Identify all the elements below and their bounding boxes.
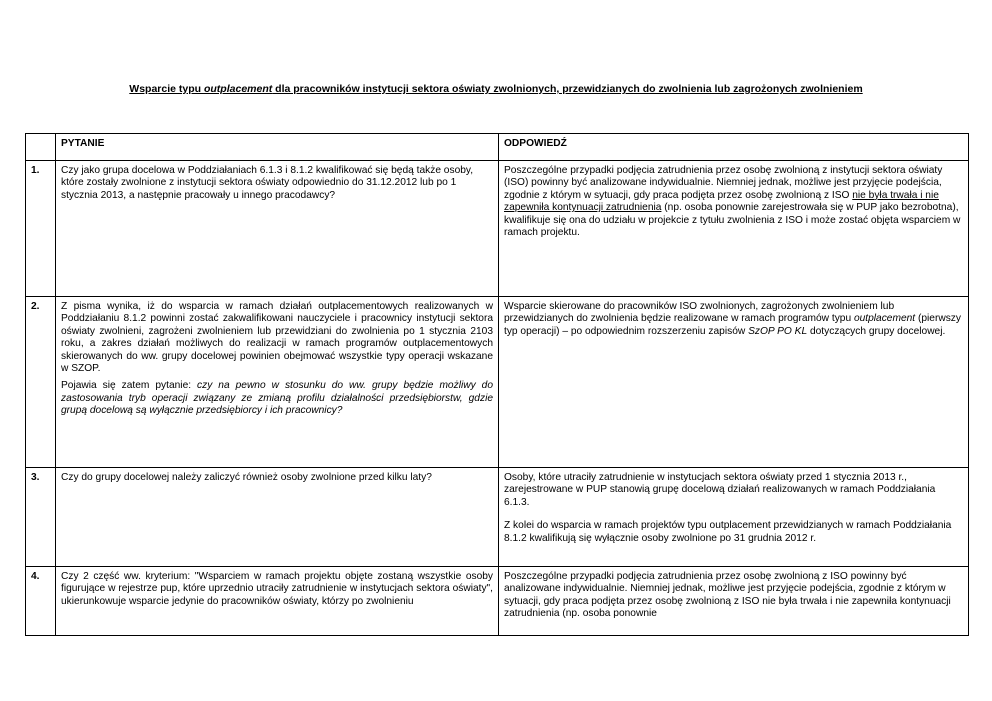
row-number: 2.	[26, 297, 56, 468]
qa-table	[25, 133, 969, 636]
question-text: Czy 2 część ww. kryterium: "Wsparciem w ramach projektu objęte zostaną wszystkie osoby figurujące w rejestrze pup, które uprzednio utraciły zatrudnienie w instytucjach sektora oświaty", ukierunkowuje wsparcie jedynie do pracowników oświaty, którzy po zwolnieniu	[61, 571, 493, 607]
question-text: Pojawia się zatem pytanie:	[61, 380, 198, 392]
answer-cell	[499, 468, 969, 567]
answer-cell	[499, 297, 969, 468]
question-text: Czy do grupy docelowej należy zaliczyć również osoby zwolnione przed kilku laty?	[61, 472, 432, 483]
answer-cell	[499, 161, 969, 297]
question-cell	[56, 297, 499, 468]
question-paragraph	[61, 380, 493, 417]
header-number-cell	[26, 134, 56, 161]
table-row	[26, 161, 969, 297]
row-number: 3.	[26, 468, 56, 567]
table-header-row	[26, 134, 969, 161]
title-text-italic: outplacement	[203, 83, 273, 95]
answer-text: Poszczególne przypadki podjęcia zatrudnienia przez osobę zwolnioną z ISO powinny być analizowane indywidualnie. Niemniej jednak, możliwe jest przyjęcie podejścia, zgodnie z którym w sytuacji, gdy praca podjęta przez osobę zwolnioną z ISO nie była trwała i nie zapewniła kontynuacji zatrudnienia (np. osoba ponownie	[504, 571, 951, 620]
answer-underlined-text: nie była trwała i nie zapewniła kontynuacji zatrudnienia	[504, 189, 939, 214]
answer-cell	[499, 567, 969, 636]
question-cell	[56, 567, 499, 636]
answer-text-continued: (np. osoba ponownie zarejestrowała się w PUP jako bezrobotna), kwalifikuje się ona do udziału w projekcie z tytułu zwolnienia z ISO i może zostać objęta wsparciem w ramach projektu.	[504, 202, 961, 239]
title-text-pre: Wsparcie typu	[129, 83, 204, 95]
question-text: Czy jako grupa docelowa w Poddziałaniach 6.1.3 i 8.1.2 kwalifikować się będą także osoby, które zostały zwolnione z instytucji sektora oświaty odpowiednio do 31.12.2012 lub po 1 stycznia 2013, a następnie pracowały u innego pracodawcy?	[61, 165, 474, 201]
question-paragraph: Z pisma wynika, iż do wsparcia w ramach działań outplacementowych realizowanych w Poddziałaniu 8.1.2 powinni zostać zakwalifikowani nauczyciele i pracownicy instytucji sektora oświaty zwolnieni, zagrożeni zwolnieniem lub przewidziani do zwolnienia po 1 stycznia 2103 roku, a zakres działań możliwych do realizacji w ramach programów outplacementowych skierowanych do ww. grupy docelowej powinien obejmować wszystkie typy operacji wskazane w SZOP.	[61, 301, 493, 375]
answer-text: Poszczególne przypadki podjęcia zatrudnienia przez osobę zwolnioną z instytucji sektora oświaty (ISO) powinny być analizowane indywidualnie. Niemniej jednak, możliwe jest przyjęcie podejścia, zgodnie z którym w sytuacji, gdy praca podjęta przez osobę zwolnioną z ISO	[504, 165, 943, 201]
answer-text-continued: (pierwszy typ operacji) – po odpowiednim rozszerzeniu zapisów	[504, 313, 961, 337]
answer-italic-text: SzOP PO KL	[748, 325, 808, 337]
answer-text-end: dotyczących grupy docelowej.	[807, 325, 946, 337]
row-number: 1.	[26, 161, 56, 297]
document-title	[0, 83, 992, 95]
answer-text: Wsparcie skierowane do pracowników ISO zwolnionych, zagrożonych zwolnieniem lub przewidzianych do zwolnienia będzie realizowane w ramach programów typu	[504, 301, 895, 325]
answer-paragraph: Osoby, które utraciły zatrudnienie w instytucjach sektora oświaty przed 1 stycznia 2013 r., zarejestrowane w PUP stanowią grupę docelową działań realizowanych w ramach Poddziałania 6.1.3.	[504, 472, 936, 508]
question-cell	[56, 161, 499, 297]
row-number: 4.	[26, 567, 56, 636]
answer-italic-text: outplacement	[853, 313, 916, 325]
answer-paragraph: Z kolei do wsparcia w ramach projektów typu outplacement przewidzianych w ramach Poddziałania 8.1.2 kwalifikują się wyłącznie osoby zwolnione po 31 grudnia 2012 r.	[504, 520, 952, 544]
table-row	[26, 468, 969, 567]
table-row	[26, 567, 969, 636]
title-text-post: dla pracowników instytucji sektora oświaty zwolnionych, przewidzianych do zwolnienia lub zagrożonych zwolnieniem	[272, 83, 863, 95]
question-italic-text: czy na pewno w stosunku do ww. grupy będzie możliwy do zastosowania tryb operacji związany ze zmianą profilu działalności przedsiębiorstw, gdzie grupą docelową są wyłącznie przedsiębiorcy i ich pracownicy?	[61, 380, 493, 417]
header-question-cell: PYTANIE	[56, 134, 499, 161]
question-cell	[56, 468, 499, 567]
table-row	[26, 297, 969, 468]
header-answer-cell: ODPOWIEDŹ	[499, 134, 969, 161]
